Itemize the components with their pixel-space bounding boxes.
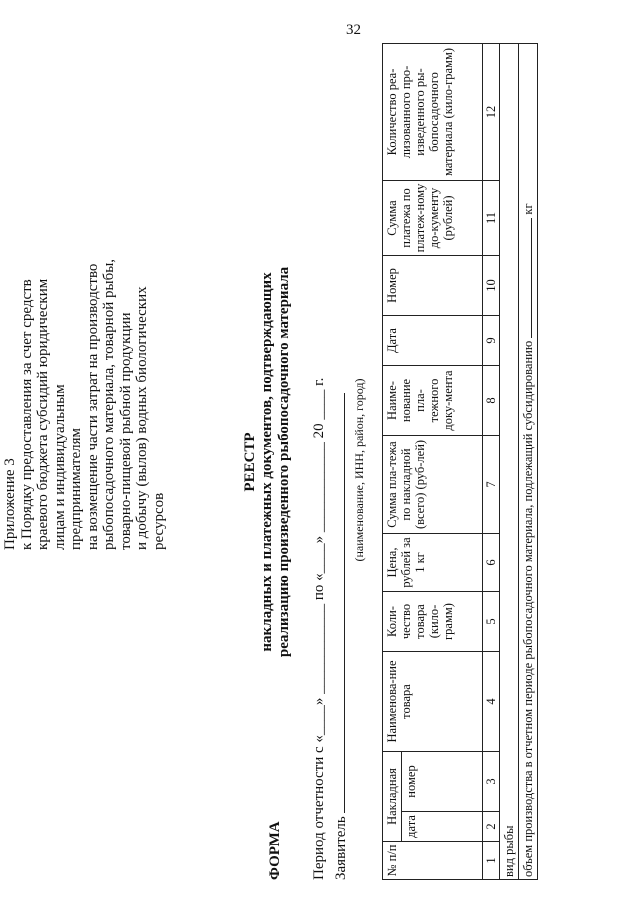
applicant-label: Заявитель	[333, 816, 349, 880]
header-payment-doc-name: Наиме-нование пла-тежного доку-мента	[383, 366, 483, 436]
page-number: 32	[346, 22, 361, 38]
column-number: 2	[483, 812, 500, 842]
header-realized-qty: Количество реа-лизованного про-изведенного ры-бопосадочного материала (кило-грамм)	[383, 44, 483, 181]
applicant-line	[332, 393, 350, 880]
rotated-form-sheet	[2, 44, 599, 880]
volume-unit: кг	[521, 203, 535, 215]
volume-cell	[519, 44, 538, 880]
header-invoice-date: дата	[402, 812, 483, 842]
column-number: 8	[483, 366, 500, 436]
header-product-name: Наименова-ние товара	[383, 652, 483, 752]
fish-type-label: вид рыбы	[500, 44, 519, 880]
column-number: 9	[483, 316, 500, 366]
appendix-line: товарно-пищевой рыбной продукции	[117, 312, 134, 550]
header-date: Дата	[383, 316, 483, 366]
title-line: РЕЕСТР	[242, 432, 258, 492]
header-invoice: Накладная	[383, 752, 402, 842]
column-number-row	[483, 44, 500, 880]
header-payment-doc-sum: Сумма платежа по платеж-ному до-кументу (рублей)	[383, 181, 483, 256]
appendix-line: лицам и индивидуальным	[51, 384, 68, 550]
volume-blank	[521, 218, 532, 338]
column-number: 5	[483, 592, 500, 652]
column-number: 10	[483, 256, 500, 316]
applicant-blank	[332, 393, 345, 813]
header-no: № п/п	[383, 842, 483, 880]
registry-table	[382, 43, 538, 880]
header-row	[383, 44, 402, 880]
appendix-line: предпринимателям	[68, 428, 84, 550]
volume-label: объем производства в отчетном периоде рыбопосадочного материала, подлежащий субсидированию	[521, 340, 535, 877]
applicant-note: (наименование, ИНН, район, город)	[352, 378, 366, 562]
fish-type-row	[500, 44, 519, 880]
column-number: 6	[483, 534, 500, 592]
appendix-line: и добычу (вылов) водных биологических	[134, 286, 150, 550]
appendix-line: к Порядку предоставления за счет средств	[18, 279, 35, 550]
column-number: 4	[483, 652, 500, 752]
appendix-note	[2, 50, 167, 550]
column-number: 12	[483, 44, 500, 181]
header-quantity: Коли-чество товара (кило-грамм)	[383, 592, 483, 652]
appendix-line: Приложение 3	[2, 458, 18, 550]
appendix-line: краевого бюджета субсидий юридическим	[35, 278, 51, 550]
title-line: накладных и платежных документов, подтверждающих	[259, 272, 275, 652]
column-number: 7	[483, 436, 500, 534]
registry-title	[242, 44, 293, 880]
header-number: Номер	[383, 256, 483, 316]
appendix-line: ресурсов	[150, 492, 167, 550]
title-line: реализацию произведенного рыбопосадочного материала	[276, 266, 292, 658]
header-price: Цена, рублей за 1 кг	[383, 534, 483, 592]
column-number: 3	[483, 752, 500, 812]
volume-row	[519, 44, 538, 880]
reporting-period-line: Период отчетности с «____» ____________ по «____» ____________ 20 ____ г.	[311, 377, 327, 880]
appendix-line: на возмещение части затрат на производство	[84, 263, 101, 550]
column-number: 1	[483, 842, 500, 880]
column-number: 11	[483, 181, 500, 256]
header-invoice-number: номер	[402, 752, 483, 812]
appendix-line: рыбопосадочного материала, товарной рыбы,	[101, 258, 117, 550]
form-label: ФОРМА	[267, 821, 283, 880]
header-payment-sum: Сумма пла-тежа по накладной (всего) (руб-лей)	[383, 436, 483, 534]
